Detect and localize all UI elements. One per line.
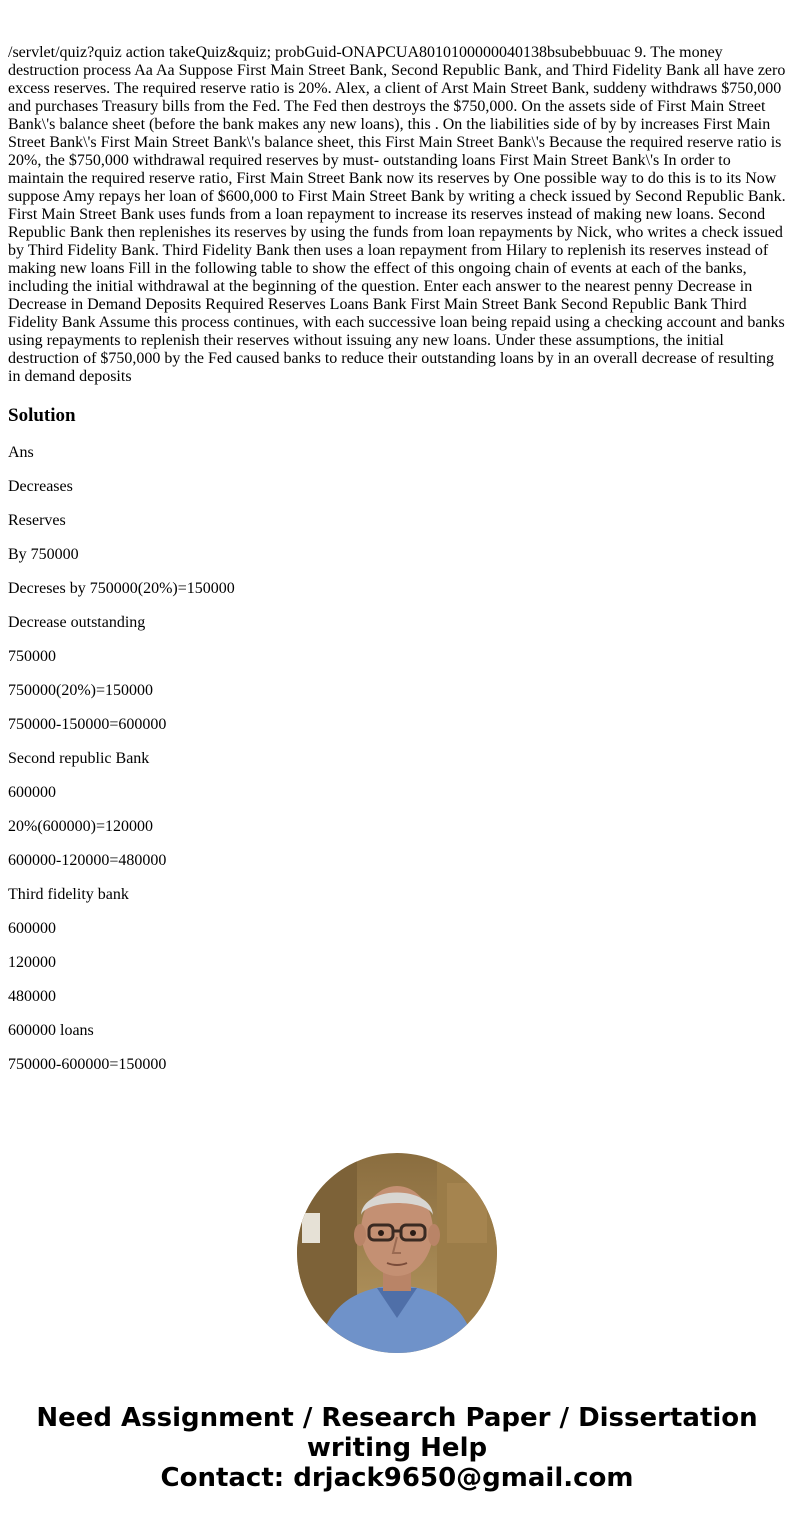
contact-banner	[0, 1403, 794, 1493]
solution-line: 750000(20%)=150000	[8, 682, 154, 699]
solution-line: Decreses by 750000(20%)=150000	[8, 580, 235, 597]
solution-line: Decreases	[8, 478, 73, 495]
solution-line: 480000	[8, 988, 56, 1005]
author-photo	[297, 1153, 497, 1353]
cta-line-1: Need Assignment / Research Paper / Dissertation	[36, 1403, 758, 1433]
solution-line: Ans	[8, 444, 34, 461]
solution-line: 750000-150000=600000	[8, 716, 167, 733]
solution-line: By 750000	[8, 546, 79, 563]
contact-email: Contact: drjack9650@gmail.com	[160, 1463, 634, 1493]
solution-line: 750000-600000=150000	[8, 1056, 167, 1073]
solution-line: Reserves	[8, 512, 66, 529]
cta-line-2: writing Help	[306, 1433, 488, 1463]
solution-line: Second republic Bank	[8, 750, 150, 767]
solution-line: 600000	[8, 920, 56, 937]
solution-line: 20%(600000)=120000	[8, 818, 154, 835]
solution-heading: Solution	[8, 405, 76, 426]
solution-line: 600000 loans	[8, 1022, 94, 1039]
solution-line: Third fidelity bank	[8, 886, 129, 903]
solution-line: 120000	[8, 954, 56, 971]
solution-line: 600000-120000=480000	[8, 852, 167, 869]
solution-line: 600000	[8, 784, 56, 801]
author-portrait-image	[297, 1153, 497, 1353]
solution-line: Decrease outstanding	[8, 614, 146, 631]
solution-line: 750000	[8, 648, 56, 665]
question-text: /servlet/quiz?quiz action takeQuiz&quiz; probGuid-ONAPCUA8010100000040138bsubebbuuac 9. The money destruction process Aa Aa Suppose First Main Street Bank, Second Republic Bank, and Third Fidelity Bank all have zero excess reserves. The required reserve ratio is 20%. Alex, a client of Arst Main Street Bank, suddeny withdraws $750,000 and purchases Treasury bills from the Fed. The Fed then destroys the $750,000. On the assets side of First Main Street Bank\'s balance sheet (before the bank makes any new loans), this . On the liabilities side of by by increases First Main Street Bank\'s First Main Street Bank\'s balance sheet, this First Main Street Bank\'s Because the required reserve ratio is 20%, the $750,000 withdrawal required reserves by must- outstanding loans First Main Street Bank\'s In order to maintain the required reserve ratio, First Main Street Bank now its reserves by One possible way to do this is to its Now suppose Amy repays her loan of $600,000 to First Main Street Bank by writing a check issued by Second Republic Bank. First Main Street Bank uses funds from a loan repayment to increase its reserves instead of making new loans. Second Republic Bank then replenishes its reserves by using the funds from loan repayments by Nick, who writes a check issued by Third Fidelity Bank. Third Fidelity Bank then uses a loan repayment from Hilary to replenish its reserves instead of making new loans Fill in the following table to show the effect of this ongoing chain of events at each of the banks, including the initial withdrawal at the beginning of the question. Enter each answer to the nearest penny Decrease in Decrease in Demand Deposits Required Reserves Loans Bank First Main Street Bank Second Republic Bank Third Fidelity Bank Assume this process continues, with each successive loan being repaid using a checking account and banks using repayments to replenish their reserves without issuing any new loans. Under these assumptions, the initial destruction of $750,000 by the Fed caused banks to reduce their outstanding loans by in an overall decrease of resulting in demand deposits	[8, 44, 786, 385]
solution-lines	[8, 444, 235, 1090]
